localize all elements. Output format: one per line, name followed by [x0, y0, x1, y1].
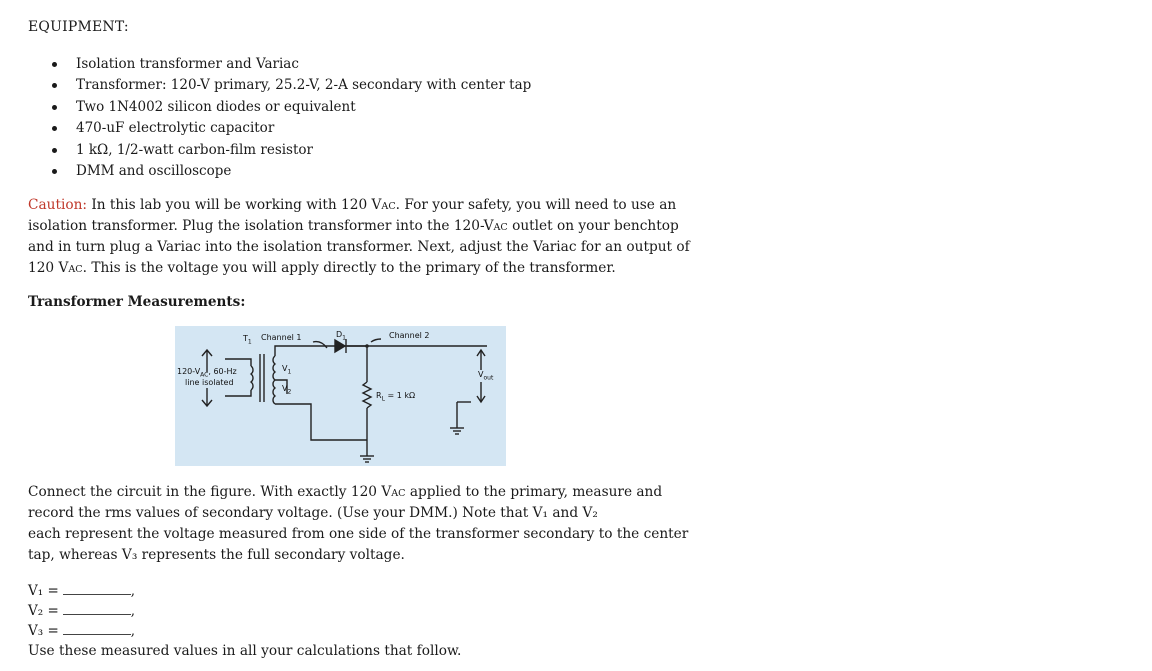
bullet-icon: [52, 148, 57, 153]
bullet-icon: [52, 169, 57, 174]
answer-blanks: [28, 581, 135, 641]
answer-v3: V₃ = ,: [28, 623, 136, 639]
list-item: 470-uF electrolytic capacitor: [52, 118, 531, 139]
caution-line-2: isolation transformer. Plug the isolation transformer into the 120-VAC outlet on your benchtop: [28, 218, 679, 234]
instructions-line-1: Connect the circuit in the figure. With exactly 120 VAC applied to the primary, measure and: [28, 484, 663, 500]
caution-line-1: Caution: In this lab you will be working with 120 VAC. For your safety, you will need to use an: [28, 197, 677, 213]
instructions-line-3: each represent the voltage measured from one side of the transformer secondary to the center: [28, 526, 689, 542]
channel-2-leader: [371, 339, 381, 342]
circuit-diagram: [175, 326, 506, 466]
list-item: Isolation transformer and Variac: [52, 54, 531, 75]
equipment-list: [52, 54, 531, 182]
t1-label: $T_1$: [243, 334, 252, 346]
bullet-icon: [52, 126, 57, 131]
list-item: Transformer: 120-V primary, 25.2-V, 2-A secondary with center tap: [52, 75, 531, 96]
v2-answer-field[interactable]: [63, 602, 131, 615]
vout-label: $V_{out}$: [478, 370, 494, 382]
caution-line-4: 120 VAC. This is the voltage you will apply directly to the primary of the transformer.: [28, 260, 616, 276]
channel-1-label: Channel 1: [261, 333, 302, 342]
primary-coil: [251, 366, 253, 390]
instructions-line-2: record the rms values of secondary voltage. (Use your DMM.) Note that V₁ and V₂: [28, 505, 598, 521]
bullet-icon: [52, 62, 57, 67]
v3-answer-field[interactable]: [63, 622, 131, 635]
secondary-top-lead: [275, 346, 367, 356]
bullet-icon: [52, 83, 57, 88]
secondary-coil: [273, 356, 275, 404]
list-item: 1 kΩ, 1/2-watt carbon-film resistor: [52, 140, 531, 161]
v1-answer-field[interactable]: [63, 582, 131, 595]
channel-2-label: Channel 2: [389, 331, 430, 340]
rl-label: $R_L = 1$ kΩ: [376, 391, 416, 403]
secondary-bottom-lead: [275, 404, 367, 440]
source-label-line-1: $120-V_{AC}$, 60-Hz: [177, 367, 237, 379]
instructions-line-4: tap, whereas V₃ represents the full secondary voltage.: [28, 547, 405, 563]
primary-bottom-lead: [225, 390, 251, 396]
caution-line-3: and in turn plug a Variac into the isolation transformer. Next, adjust the Variac for an output of: [28, 239, 690, 255]
list-item: Two 1N4002 silicon diodes or equivalent: [52, 97, 531, 118]
d1-label: $D_1$: [336, 330, 346, 342]
load-resistor: [363, 382, 371, 408]
instructions-paragraph: [28, 482, 689, 566]
cut-off-top-line: [28, 0, 448, 2]
list-item: DMM and oscilloscope: [52, 161, 531, 182]
answer-v1: V₁ = ,: [28, 583, 136, 599]
answer-v2: V₂ = ,: [28, 603, 136, 619]
junction-dot: [365, 344, 369, 348]
bullet-icon: [52, 105, 57, 110]
caution-label: Caution:: [28, 197, 87, 213]
circuit-figure: [175, 326, 506, 466]
primary-top-lead: [225, 359, 251, 366]
channel-1-leader: [313, 342, 327, 348]
v1-label: $V_1$: [282, 364, 292, 376]
transformer-measurements-heading: Transformer Measurements:: [28, 294, 246, 310]
v2-label: $V_2$: [282, 384, 292, 396]
source-label-line-2: line isolated: [185, 378, 234, 387]
caution-paragraph: [28, 195, 690, 279]
closing-sentence: Use these measured values in all your calculations that follow.: [28, 643, 462, 659]
equipment-heading: EQUIPMENT:: [28, 19, 129, 35]
